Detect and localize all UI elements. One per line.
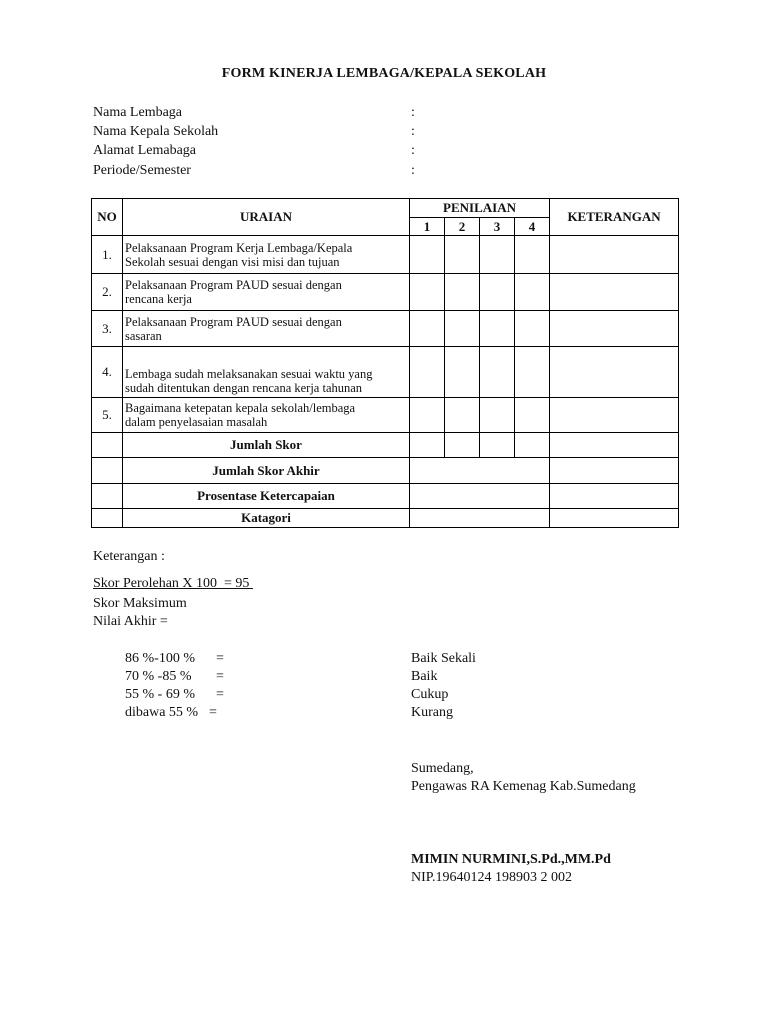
score-cell[interactable] [445,347,480,398]
row-uraian [123,236,410,274]
score-cell[interactable] [515,236,550,274]
row-uraian-line: Lembaga sudah melaksanakan sesuai waktu yang [125,367,373,381]
score-cell[interactable] [410,311,445,347]
empty-cell [92,509,123,528]
scale-range: 86 %-100 % [125,651,195,666]
header-penilaian: PENILAIAN [410,199,550,218]
signature-nip: NIP.19640124 198903 2 002 [411,870,573,885]
score-cell[interactable] [445,236,480,274]
empty-cell [92,433,123,458]
row-uraian [123,311,410,347]
header-uraian: URAIAN [123,199,410,236]
row-number: 2. [92,274,123,311]
summary-row [92,433,679,458]
row-uraian-line: Pelaksanaan Program Kerja Lembaga/Kepala [125,240,353,255]
keterangan-cell[interactable] [550,433,679,458]
row-uraian-line: Bagaimana ketepatan kepala sekolah/lembaga [125,401,356,415]
empty-cell [92,458,123,484]
summary-row [92,509,679,528]
info-label-nama-kepala-sekolah: Nama Kepala Sekolah [93,124,219,139]
summary-katagori: Katagori [123,509,410,528]
scale-result: Cukup [411,687,449,702]
row-number: 1. [92,236,123,274]
merged-score-cell[interactable] [410,509,550,528]
table-row [92,311,679,347]
summary-row [92,484,679,509]
score-cell[interactable] [480,398,515,433]
table-row [92,274,679,311]
scale-result: Baik [411,669,438,684]
merged-score-cell[interactable] [410,484,550,509]
table-row [92,347,679,398]
header-score-1: 1 [410,218,445,236]
keterangan-cell[interactable] [550,484,679,509]
scale-range: dibawa 55 % [125,705,199,720]
score-cell[interactable] [480,433,515,458]
info-colon: : [411,105,415,120]
row-uraian-line: dalam penyelasaian masalah [125,415,268,429]
keterangan-cell[interactable] [550,509,679,528]
empty-cell [92,484,123,509]
scale-range: 70 % -85 % [125,669,192,684]
header-score-3: 3 [480,218,515,236]
score-cell[interactable] [445,398,480,433]
score-cell[interactable] [480,311,515,347]
signature-place: Sumedang, [411,761,474,776]
scale-equals: = [216,651,224,666]
score-cell[interactable] [515,311,550,347]
keterangan-cell[interactable] [550,236,679,274]
scale-result: Kurang [411,705,453,720]
score-cell[interactable] [515,347,550,398]
score-cell[interactable] [445,433,480,458]
info-colon: : [411,143,415,158]
evaluation-table [91,198,679,528]
summary-jumlah-skor: Jumlah Skor [123,433,410,458]
keterangan-cell[interactable] [550,398,679,433]
row-uraian-line: sasaran [125,328,162,343]
info-colon: : [411,124,415,139]
formula-denominator: Skor Maksimum [93,596,187,611]
score-cell[interactable] [410,347,445,398]
signature-role: Pengawas RA Kemenag Kab.Sumedang [411,779,636,794]
score-cell[interactable] [445,311,480,347]
row-uraian [123,274,410,311]
row-uraian-line: Pelaksanaan Program PAUD sesuai dengan [125,314,342,329]
row-number: 3. [92,311,123,347]
info-label-nama-lembaga: Nama Lembaga [93,105,183,120]
scale-result: Baik Sekali [411,651,476,666]
scale-equals: = [216,669,224,684]
keterangan-cell[interactable] [550,311,679,347]
merged-score-cell[interactable] [410,458,550,484]
keterangan-cell[interactable] [550,274,679,311]
score-cell[interactable] [410,274,445,311]
score-cell[interactable] [445,274,480,311]
score-cell[interactable] [410,433,445,458]
keterangan-cell[interactable] [550,347,679,398]
score-cell[interactable] [480,236,515,274]
keterangan-cell[interactable] [550,458,679,484]
header-score-2: 2 [445,218,480,236]
header-keterangan: KETERANGAN [550,199,679,236]
formula-numerator: Skor Perolehan X 100 = 95 [93,576,253,591]
score-cell[interactable] [515,398,550,433]
row-uraian-line: sudah ditentukan dengan rencana kerja tahunan [125,381,363,395]
row-uraian-line: Sekolah sesuai dengan visi misi dan tujuan [125,254,340,269]
table-row [92,398,679,433]
info-colon: : [411,163,415,178]
row-uraian [123,347,410,398]
score-cell[interactable] [515,274,550,311]
scale-range: 55 % - 69 % [125,687,195,702]
score-cell[interactable] [410,236,445,274]
info-label-periode: Periode/Semester [93,163,191,178]
row-number: 5. [92,398,123,433]
row-number: 4. [92,347,123,398]
info-label-alamat: Alamat Lemabaga [93,143,197,158]
score-cell[interactable] [480,274,515,311]
signature-name: MIMIN NURMINI,S.Pd.,MM.Pd [411,852,611,867]
nilai-akhir: Nilai Akhir = [93,614,168,629]
row-uraian-line: rencana kerja [125,292,192,306]
table-row [92,236,679,274]
summary-prosentase: Prosentase Ketercapaian [123,484,410,509]
score-cell[interactable] [480,347,515,398]
document-title: FORM KINERJA LEMBAGA/KEPALA SEKOLAH [221,66,547,81]
scale-equals: = [216,687,224,702]
header-score-4: 4 [515,218,550,236]
score-cell[interactable] [410,398,445,433]
row-uraian-line: Pelaksanaan Program PAUD sesuai dengan [125,278,342,292]
row-uraian [123,398,410,433]
score-cell[interactable] [515,433,550,458]
header-no: NO [92,199,123,236]
notes-label: Keterangan : [93,549,165,564]
summary-jumlah-skor-akhir: Jumlah Skor Akhir [123,458,410,484]
summary-row [92,458,679,484]
scale-equals: = [209,705,217,720]
